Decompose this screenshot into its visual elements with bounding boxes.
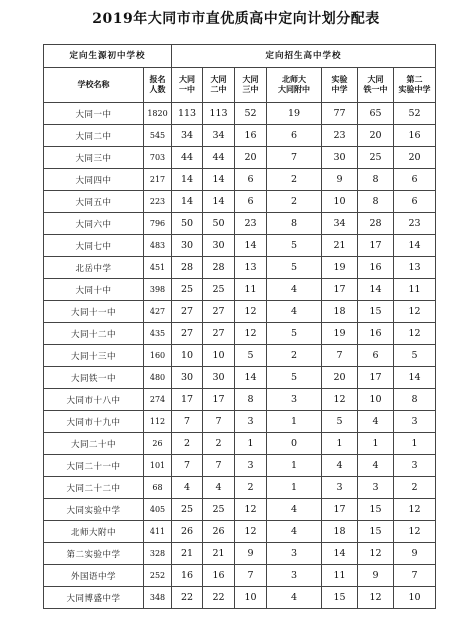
quota-cell: 30 — [203, 235, 235, 257]
quota-cell: 27 — [172, 301, 203, 323]
allocation-table — [43, 44, 436, 609]
quota-cell: 5 — [394, 345, 436, 367]
quota-cell: 23 — [322, 125, 358, 147]
school-name-cell: 大同二十中 — [44, 433, 144, 455]
quota-cell: 17 — [358, 235, 394, 257]
target-school-header — [358, 68, 394, 103]
quota-cell: 23 — [394, 213, 436, 235]
school-name-cell: 大同二十一中 — [44, 455, 144, 477]
table-row — [44, 433, 436, 455]
table-row — [44, 411, 436, 433]
quota-cell: 27 — [203, 301, 235, 323]
table-row — [44, 389, 436, 411]
target-school-header-line-1: 大同 — [179, 75, 196, 84]
quota-cell: 50 — [203, 213, 235, 235]
target-school-header — [172, 68, 203, 103]
quota-cell: 5 — [322, 411, 358, 433]
school-name-cell: 大同一中 — [44, 103, 144, 125]
population-cell: 545 — [144, 125, 172, 147]
target-school-header-line-2: 三中 — [242, 85, 259, 94]
school-name-cell: 大同市十九中 — [44, 411, 144, 433]
quota-cell: 16 — [394, 125, 436, 147]
population-cell: 435 — [144, 323, 172, 345]
table-row — [44, 499, 436, 521]
source-group-header: 定向生源初中学校 — [44, 45, 172, 68]
table-row — [44, 565, 436, 587]
quota-cell: 2 — [267, 191, 322, 213]
quota-cell: 4 — [267, 301, 322, 323]
target-school-header-line-1: 大同 — [367, 75, 384, 84]
quota-cell: 77 — [322, 103, 358, 125]
school-name-cell: 大同二中 — [44, 125, 144, 147]
target-school-header-line-2: 一中 — [179, 85, 196, 94]
population-cell: 483 — [144, 235, 172, 257]
quota-cell: 7 — [203, 455, 235, 477]
quota-cell: 17 — [203, 389, 235, 411]
target-school-header-line-2: 中学 — [331, 85, 348, 94]
population-cell: 217 — [144, 169, 172, 191]
quota-cell: 15 — [358, 521, 394, 543]
school-name-cell: 大同二十二中 — [44, 477, 144, 499]
table-row — [44, 323, 436, 345]
school-name-cell: 大同六中 — [44, 213, 144, 235]
quota-cell: 18 — [322, 301, 358, 323]
quota-cell: 28 — [172, 257, 203, 279]
quota-cell: 3 — [235, 455, 267, 477]
quota-cell: 16 — [358, 257, 394, 279]
quota-cell: 7 — [322, 345, 358, 367]
quota-cell: 3 — [394, 455, 436, 477]
population-header-line-1: 报名 — [149, 75, 166, 84]
quota-cell: 7 — [203, 411, 235, 433]
population-cell: 328 — [144, 543, 172, 565]
school-name-cell: 第二实验中学 — [44, 543, 144, 565]
quota-cell: 5 — [267, 257, 322, 279]
quota-cell: 14 — [394, 235, 436, 257]
target-school-header — [394, 68, 436, 103]
quota-cell: 28 — [203, 257, 235, 279]
quota-cell: 14 — [235, 235, 267, 257]
quota-cell: 44 — [203, 147, 235, 169]
school-name-cell: 北师大附中 — [44, 521, 144, 543]
quota-cell: 3 — [235, 411, 267, 433]
quota-cell: 7 — [267, 147, 322, 169]
quota-cell: 14 — [203, 169, 235, 191]
population-cell: 252 — [144, 565, 172, 587]
quota-cell: 4 — [358, 455, 394, 477]
quota-cell: 7 — [235, 565, 267, 587]
quota-cell: 14 — [235, 367, 267, 389]
quota-cell: 50 — [172, 213, 203, 235]
population-cell: 1820 — [144, 103, 172, 125]
population-cell: 68 — [144, 477, 172, 499]
quota-cell: 65 — [358, 103, 394, 125]
quota-cell: 13 — [235, 257, 267, 279]
quota-cell: 25 — [203, 279, 235, 301]
target-school-header-line-2: 实验中学 — [398, 85, 431, 94]
target-school-header — [203, 68, 235, 103]
table-row — [44, 301, 436, 323]
quota-cell: 8 — [267, 213, 322, 235]
quota-cell: 8 — [235, 389, 267, 411]
school-name-cell: 大同十三中 — [44, 345, 144, 367]
school-name-cell: 大同博盛中学 — [44, 587, 144, 609]
quota-cell: 12 — [322, 389, 358, 411]
table-row — [44, 587, 436, 609]
quota-cell: 21 — [172, 543, 203, 565]
quota-cell: 9 — [322, 169, 358, 191]
population-cell: 112 — [144, 411, 172, 433]
population-cell: 451 — [144, 257, 172, 279]
quota-cell: 1 — [267, 411, 322, 433]
quota-cell: 10 — [235, 587, 267, 609]
quota-cell: 11 — [394, 279, 436, 301]
quota-cell: 6 — [358, 345, 394, 367]
quota-cell: 20 — [322, 367, 358, 389]
table-row — [44, 213, 436, 235]
quota-cell: 2 — [172, 433, 203, 455]
quota-cell: 7 — [394, 565, 436, 587]
school-name-cell: 大同七中 — [44, 235, 144, 257]
population-cell: 411 — [144, 521, 172, 543]
quota-cell: 52 — [394, 103, 436, 125]
school-name-header: 学校名称 — [44, 68, 144, 103]
quota-cell: 14 — [358, 279, 394, 301]
page-title: 2019年大同市市直优质高中定向计划分配表 — [92, 11, 380, 27]
population-cell: 348 — [144, 587, 172, 609]
population-cell: 223 — [144, 191, 172, 213]
quota-cell: 14 — [172, 191, 203, 213]
quota-cell: 20 — [235, 147, 267, 169]
school-name-cell: 大同三中 — [44, 147, 144, 169]
quota-cell: 6 — [235, 191, 267, 213]
population-cell: 427 — [144, 301, 172, 323]
quota-cell: 2 — [394, 477, 436, 499]
quota-cell: 4 — [267, 587, 322, 609]
quota-cell: 10 — [172, 345, 203, 367]
school-name-cell: 大同四中 — [44, 169, 144, 191]
quota-cell: 26 — [172, 521, 203, 543]
quota-cell: 12 — [358, 543, 394, 565]
target-school-header-line-1: 实验 — [331, 75, 348, 84]
quota-cell: 14 — [203, 191, 235, 213]
target-school-header-line-1: 第二 — [406, 75, 423, 84]
quota-cell: 17 — [172, 389, 203, 411]
quota-cell: 25 — [172, 499, 203, 521]
quota-cell: 6 — [394, 191, 436, 213]
quota-cell: 27 — [172, 323, 203, 345]
quota-cell: 5 — [267, 367, 322, 389]
target-school-header-line-2: 铁一中 — [363, 85, 388, 94]
quota-cell: 15 — [358, 301, 394, 323]
quota-cell: 15 — [322, 587, 358, 609]
quota-cell: 22 — [203, 587, 235, 609]
target-school-header-line-1: 北师大 — [282, 75, 307, 84]
target-group-header: 定向招生高中学校 — [172, 45, 436, 68]
quota-cell: 5 — [235, 345, 267, 367]
quota-cell: 11 — [322, 565, 358, 587]
table-row — [44, 147, 436, 169]
quota-cell: 20 — [358, 125, 394, 147]
table-row — [44, 279, 436, 301]
header-row-groups — [44, 45, 436, 68]
quota-cell: 17 — [322, 499, 358, 521]
quota-cell: 3 — [394, 411, 436, 433]
quota-cell: 5 — [267, 323, 322, 345]
quota-cell: 113 — [203, 103, 235, 125]
school-name-cell: 大同实验中学 — [44, 499, 144, 521]
quota-cell: 4 — [267, 279, 322, 301]
quota-cell: 16 — [235, 125, 267, 147]
quota-cell: 34 — [322, 213, 358, 235]
table-row — [44, 521, 436, 543]
quota-cell: 9 — [235, 543, 267, 565]
quota-cell: 34 — [203, 125, 235, 147]
quota-cell: 25 — [358, 147, 394, 169]
quota-cell: 3 — [267, 389, 322, 411]
quota-cell: 3 — [267, 543, 322, 565]
quota-cell: 2 — [203, 433, 235, 455]
target-school-header — [235, 68, 267, 103]
quota-cell: 1 — [394, 433, 436, 455]
quota-cell: 7 — [172, 411, 203, 433]
quota-cell: 14 — [172, 169, 203, 191]
quota-cell: 1 — [267, 477, 322, 499]
quota-cell: 12 — [235, 323, 267, 345]
quota-cell: 4 — [322, 455, 358, 477]
population-cell: 480 — [144, 367, 172, 389]
table-row — [44, 543, 436, 565]
quota-cell: 21 — [322, 235, 358, 257]
quota-cell: 3 — [358, 477, 394, 499]
table-row — [44, 235, 436, 257]
quota-cell: 4 — [267, 499, 322, 521]
quota-cell: 8 — [358, 169, 394, 191]
school-name-cell: 大同十一中 — [44, 301, 144, 323]
target-school-header-line-2: 大同附中 — [278, 85, 311, 94]
quota-cell: 17 — [358, 367, 394, 389]
quota-cell: 30 — [322, 147, 358, 169]
target-school-header-line-2: 二中 — [210, 85, 227, 94]
school-name-cell: 大同十二中 — [44, 323, 144, 345]
quota-cell: 16 — [172, 565, 203, 587]
quota-cell: 1 — [235, 433, 267, 455]
quota-cell: 25 — [203, 499, 235, 521]
table-row — [44, 191, 436, 213]
population-header — [144, 68, 172, 103]
target-school-header-line-1: 大同 — [242, 75, 259, 84]
quota-cell: 12 — [394, 301, 436, 323]
quota-cell: 27 — [203, 323, 235, 345]
quota-cell: 34 — [172, 125, 203, 147]
quota-cell: 4 — [358, 411, 394, 433]
quota-cell: 52 — [235, 103, 267, 125]
quota-cell: 4 — [172, 477, 203, 499]
quota-cell: 14 — [394, 367, 436, 389]
quota-cell: 16 — [203, 565, 235, 587]
quota-cell: 4 — [203, 477, 235, 499]
quota-cell: 18 — [322, 521, 358, 543]
population-cell: 160 — [144, 345, 172, 367]
quota-cell: 5 — [267, 235, 322, 257]
quota-cell: 26 — [203, 521, 235, 543]
quota-cell: 28 — [358, 213, 394, 235]
quota-cell: 30 — [172, 367, 203, 389]
table-row — [44, 345, 436, 367]
quota-cell: 30 — [203, 367, 235, 389]
quota-cell: 12 — [235, 521, 267, 543]
quota-cell: 10 — [394, 587, 436, 609]
table-row — [44, 169, 436, 191]
population-cell: 101 — [144, 455, 172, 477]
quota-cell: 1 — [267, 455, 322, 477]
quota-cell: 7 — [172, 455, 203, 477]
quota-cell: 14 — [322, 543, 358, 565]
quota-cell: 1 — [322, 433, 358, 455]
quota-cell: 8 — [358, 191, 394, 213]
quota-cell: 12 — [235, 499, 267, 521]
quota-cell: 16 — [358, 323, 394, 345]
school-name-cell: 大同五中 — [44, 191, 144, 213]
quota-cell: 1 — [358, 433, 394, 455]
quota-cell: 10 — [358, 389, 394, 411]
quota-cell: 12 — [235, 301, 267, 323]
quota-cell: 25 — [172, 279, 203, 301]
quota-cell: 15 — [358, 499, 394, 521]
quota-cell: 23 — [235, 213, 267, 235]
quota-cell: 17 — [322, 279, 358, 301]
quota-cell: 12 — [394, 499, 436, 521]
quota-cell: 2 — [235, 477, 267, 499]
quota-cell: 2 — [267, 345, 322, 367]
quota-cell: 9 — [394, 543, 436, 565]
population-header-line-2: 人数 — [149, 85, 166, 94]
quota-cell: 6 — [267, 125, 322, 147]
population-cell: 703 — [144, 147, 172, 169]
quota-cell: 12 — [394, 521, 436, 543]
school-name-cell: 外国语中学 — [44, 565, 144, 587]
quota-cell: 19 — [267, 103, 322, 125]
quota-cell: 30 — [172, 235, 203, 257]
population-cell: 405 — [144, 499, 172, 521]
quota-cell: 113 — [172, 103, 203, 125]
table-row — [44, 125, 436, 147]
quota-cell: 0 — [267, 433, 322, 455]
target-school-header — [267, 68, 322, 103]
table-row — [44, 455, 436, 477]
school-name-cell: 北岳中学 — [44, 257, 144, 279]
population-cell: 26 — [144, 433, 172, 455]
target-school-header — [322, 68, 358, 103]
school-name-cell: 大同市十八中 — [44, 389, 144, 411]
quota-cell: 6 — [394, 169, 436, 191]
quota-cell: 19 — [322, 257, 358, 279]
quota-cell: 21 — [203, 543, 235, 565]
table-row — [44, 477, 436, 499]
quota-cell: 2 — [267, 169, 322, 191]
target-school-header-line-1: 大同 — [210, 75, 227, 84]
quota-cell: 19 — [322, 323, 358, 345]
quota-cell: 12 — [394, 323, 436, 345]
population-cell: 796 — [144, 213, 172, 235]
header-row-columns — [44, 68, 436, 103]
school-name-cell: 大同铁一中 — [44, 367, 144, 389]
quota-cell: 10 — [322, 191, 358, 213]
school-name-cell: 大同十中 — [44, 279, 144, 301]
table-row — [44, 103, 436, 125]
quota-cell: 6 — [235, 169, 267, 191]
quota-cell: 44 — [172, 147, 203, 169]
quota-cell: 22 — [172, 587, 203, 609]
quota-cell: 10 — [203, 345, 235, 367]
quota-cell: 11 — [235, 279, 267, 301]
table-row — [44, 367, 436, 389]
quota-cell: 3 — [322, 477, 358, 499]
quota-cell: 12 — [358, 587, 394, 609]
quota-cell: 9 — [358, 565, 394, 587]
quota-cell: 4 — [267, 521, 322, 543]
quota-cell: 8 — [394, 389, 436, 411]
population-cell: 274 — [144, 389, 172, 411]
quota-cell: 20 — [394, 147, 436, 169]
population-cell: 398 — [144, 279, 172, 301]
table-row — [44, 257, 436, 279]
quota-cell: 13 — [394, 257, 436, 279]
quota-cell: 3 — [267, 565, 322, 587]
